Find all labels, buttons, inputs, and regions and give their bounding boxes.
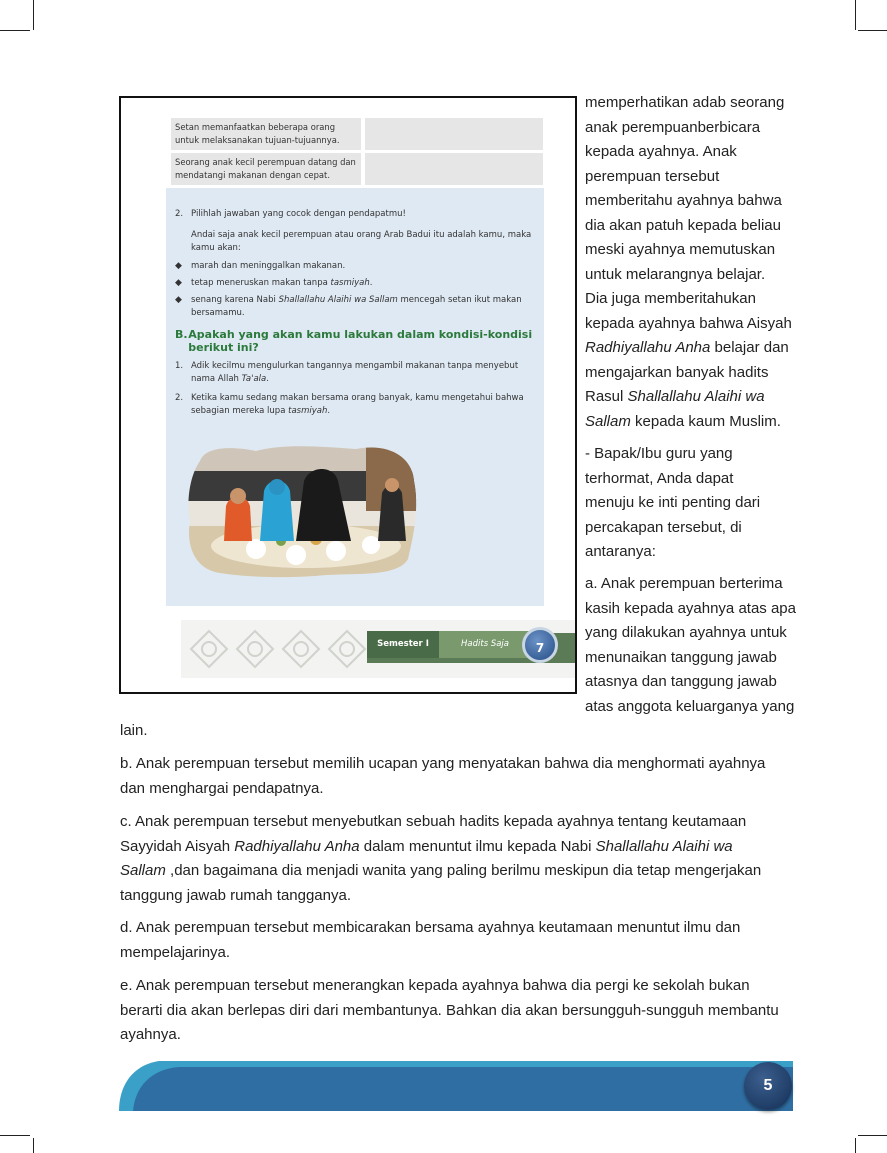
answer-cell: [365, 153, 543, 185]
exercise-box: [166, 188, 544, 606]
statement-table: [171, 118, 543, 188]
question-2-prompt: Andai saja anak kecil perempuan atau orang Arab Badui itu adalah kamu, maka kamu akan:: [191, 230, 532, 253]
paragraph-e: e. Anak perempuan tersebut menerangkan kepada ayahnya bahwa dia pergi ke sekolah bukan berarti dia akan berlepas diri dari membantunya. Bahkan dia akan bersungguh-sungguh membantu ayahnya.: [120, 977, 779, 1043]
right-column-paragraph-2: - Bapak/Ibu guru yang terhormat, Anda dapat menuju ke inti penting dari percakapan tersebut, di antaranya:: [585, 445, 761, 560]
list-item: ◆ marah dan meninggalkan makanan.: [175, 261, 346, 271]
semester-label: Semester I: [367, 631, 439, 658]
paragraph-b: b. Anak perempuan tersebut memilih ucapan yang menyatakan bahwa dia menghormati ayahnya dan menghargai pendapatnya.: [120, 755, 766, 797]
paragraph-a-end: lain.: [120, 722, 148, 739]
answer-cell: [365, 118, 543, 150]
list-item: ◆ senang karena Nabi Shallallahu Alaihi wa Sallam mencegah setan ikut makan bersamamu.: [175, 295, 522, 318]
family-meal-photo: [186, 441, 418, 579]
paragraph-c: c. Anak perempuan tersebut menyebutkan sebuah hadits kepada ayahnya tentang keutamaan Sayyidah Aisyah Radhiyallahu Anha dalam menuntut ilmu kepada Nabi Shallallahu Alaihi wa Sallam ,dan bagaimana dia menjadi wanita yang paling berilmu meskipun dia tetap mengerjakan tanggung jawab rumah tangganya.: [120, 813, 762, 904]
subject-label: Hadits Saja: [439, 631, 531, 658]
question-2: 2. Pilihlah jawaban yang cocok dengan pendapatmu!: [175, 209, 406, 219]
question-2-title: Pilihlah jawaban yang cocok dengan pendapatmu!: [191, 209, 406, 219]
list-item: 1. Adik kecilmu mengulurkan tangannya mengambil makanan tanpa menyebut nama Allah Ta'ala.: [175, 361, 519, 384]
diamond-bullet-icon: ◆: [175, 261, 182, 271]
table-cell: Setan memanfaatkan beberapa orang untuk melaksanakan tujuan-tujuannya.: [171, 118, 361, 150]
table-cell: Seorang anak kecil perempuan datang dan mendatangi makanan dengan cepat.: [171, 153, 361, 185]
section-b-heading: B. Apakah yang akan kamu lakukan dalam kondisi-kondisi berikut ini?: [175, 328, 533, 354]
chapter-number-badge: 7: [522, 627, 558, 663]
list-item: 2. Ketika kamu sedang makan bersama orang banyak, kamu mengetahui bahwa sebagian mereka lupa tasmiyah.: [175, 393, 524, 416]
page-number-badge: 5: [744, 1062, 792, 1110]
diamond-bullet-icon: ◆: [175, 278, 182, 288]
page-footer-bar: [119, 1061, 793, 1111]
right-column-paragraph-1: memperhatikan adab seorang anak perempuanberbicara kepada ayahnya. Anak perempuan tersebut memberitahu ayahnya bahwa dia akan patuh kepada beliau meski ayahnya memutuskan untuk melarangnya belajar. Dia juga memberitahukan kepada ayahnya bahwa Aisyah Radhiyallahu Anha belajar dan mengajarkan banyak hadits Rasul Shallallahu Alaihi wa Sallam kepada kaum Muslim.: [585, 94, 792, 430]
right-column-paragraph-a: a. Anak perempuan berterima kasih kepada ayahnya atas apa yang dilakukan ayahnya untuk menunaikan tanggung jawab atasnya dan tanggung jawab atas anggota keluarganya yang: [585, 575, 796, 715]
table-row: [171, 153, 543, 185]
paragraph-d: d. Anak perempuan tersebut membicarakan bersama ayahnya keutamaan menuntut ilmu dan mempelajarinya.: [120, 919, 741, 961]
exercise-content: [175, 208, 535, 424]
textbook-inset: [119, 96, 577, 694]
diamond-bullet-icon: ◆: [175, 295, 182, 305]
table-row: [171, 118, 543, 150]
list-item: ◆ tetap meneruskan makan tanpa tasmiyah.: [175, 278, 373, 288]
